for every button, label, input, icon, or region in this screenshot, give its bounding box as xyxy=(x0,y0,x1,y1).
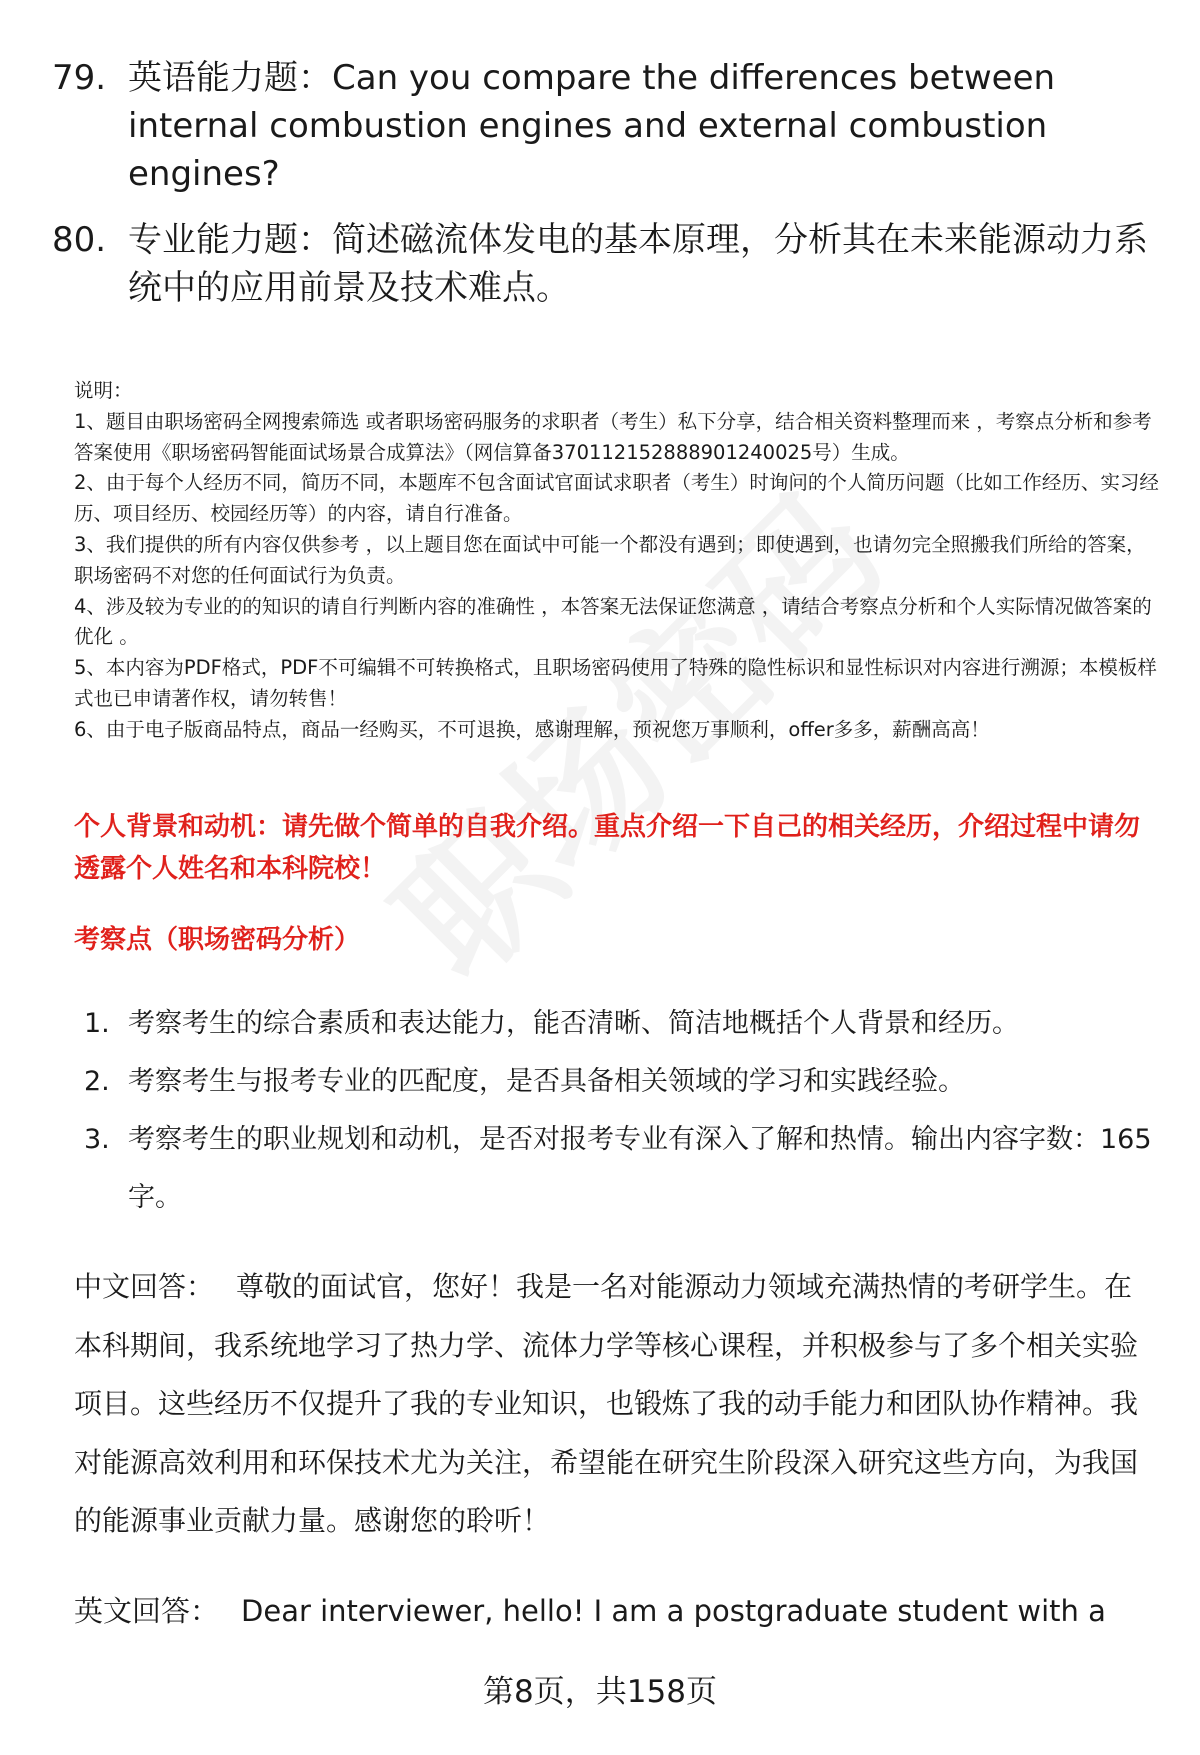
point-text: 考察考生与报考专业的匹配度，是否具备相关领域的学习和实践经验。 xyxy=(128,1066,965,1097)
point-number: 2. xyxy=(84,1066,110,1097)
point-text: 考察考生的综合素质和表达能力，能否清晰、简洁地概括个人背景和经历。 xyxy=(128,1008,1019,1039)
notes-title: 说明： xyxy=(74,379,133,402)
question-number: 80. xyxy=(52,220,107,260)
chinese-answer-label: 中文回答： xyxy=(74,1270,215,1303)
list-item xyxy=(84,1111,1164,1227)
question-79 xyxy=(52,54,1152,198)
point-number: 3. xyxy=(84,1124,110,1155)
chinese-answer xyxy=(74,1258,1156,1551)
background-question: 个人背景和动机：请先做个简单的自我介绍。重点介绍一下自己的相关经历，介绍过程中请勿透露个人姓名和本科院校！ xyxy=(74,812,1141,884)
list-item xyxy=(84,1053,1164,1111)
note-item: 4、涉及较为专业的的知识的请自行判断内容的准确性 ，本答案无法保证您满意 ，请结合考察点分析和个人实际情况做答案的优化 。 xyxy=(74,594,1152,649)
note-item: 2、由于每个人经历不同，简历不同，本题库不包含面试官面试求职者（考生）时询问的个人简历问题（比如工作经历、实习经历、项目经历、校园经历等）的内容，请自行准备。 xyxy=(74,471,1159,526)
list-item xyxy=(84,995,1164,1053)
english-answer-text: Dear interviewer, hello! I am a postgraduate student with a xyxy=(241,1594,1106,1628)
analysis-title: 考察点（职场密码分析） xyxy=(74,925,361,955)
note-item: 1、题目由职场密码全网搜索筛选 或者职场密码服务的求职者（考生）私下分享，结合相关资料整理而来 ，考察点分析和参考答案使用《职场密码智能面试场景合成算法》（网信算备370112152888901240025号）生成。 xyxy=(74,409,1152,464)
note-item: 3、我们提供的所有内容仅供参考 ，以上题目您在面试中可能一个都没有遇到；即使遇到，也请勿完全照搬我们所给的答案，职场密码不对您的任何面试行为负责。 xyxy=(74,532,1146,587)
question-number: 79. xyxy=(52,58,107,98)
question-text: 专业能力题：简述磁流体发电的基本原理，分析其在未来能源动力系统中的应用前景及技术难点。 xyxy=(128,220,1148,308)
page-footer: 第8页，共158页 xyxy=(483,1674,717,1710)
chinese-answer-text: 尊敬的面试官，您好！我是一名对能源动力领域充满热情的考研学生。在本科期间，我系统地学习了热力学、流体力学等核心课程，并积极参与了多个相关实验项目。这些经历不仅提升了我的专业知识，也锻炼了我的动手能力和团队协作精神。我对能源高效利用和环保技术尤为关注，希望能在研究生阶段深入研究这些方向，为我国的能源事业贡献力量。感谢您的聆听！ xyxy=(74,1270,1139,1537)
english-answer-label: 英文回答： xyxy=(74,1594,220,1628)
notes-section xyxy=(74,376,1164,746)
english-answer xyxy=(74,1582,1174,1640)
question-80 xyxy=(52,216,1152,312)
point-number: 1. xyxy=(84,1008,110,1039)
question-text: 英语能力题：Can you compare the differences between internal combustion engines and external combustion engines? xyxy=(128,58,1056,194)
note-item: 6、由于电子版商品特点，商品一经购买，不可退换，感谢理解，预祝您万事顺利，offer多多，薪酬高高！ xyxy=(74,717,990,741)
point-text: 考察考生的职业规划和动机，是否对报考专业有深入了解和热情。输出内容字数：165字。 xyxy=(128,1124,1152,1213)
note-item: 5、本内容为PDF格式，PDF不可编辑不可转换格式，且职场密码使用了特殊的隐性标识和显性标识对内容进行溯源；本模板样式也已申请著作权，请勿转售！ xyxy=(74,656,1157,710)
analysis-points xyxy=(84,995,1164,1227)
